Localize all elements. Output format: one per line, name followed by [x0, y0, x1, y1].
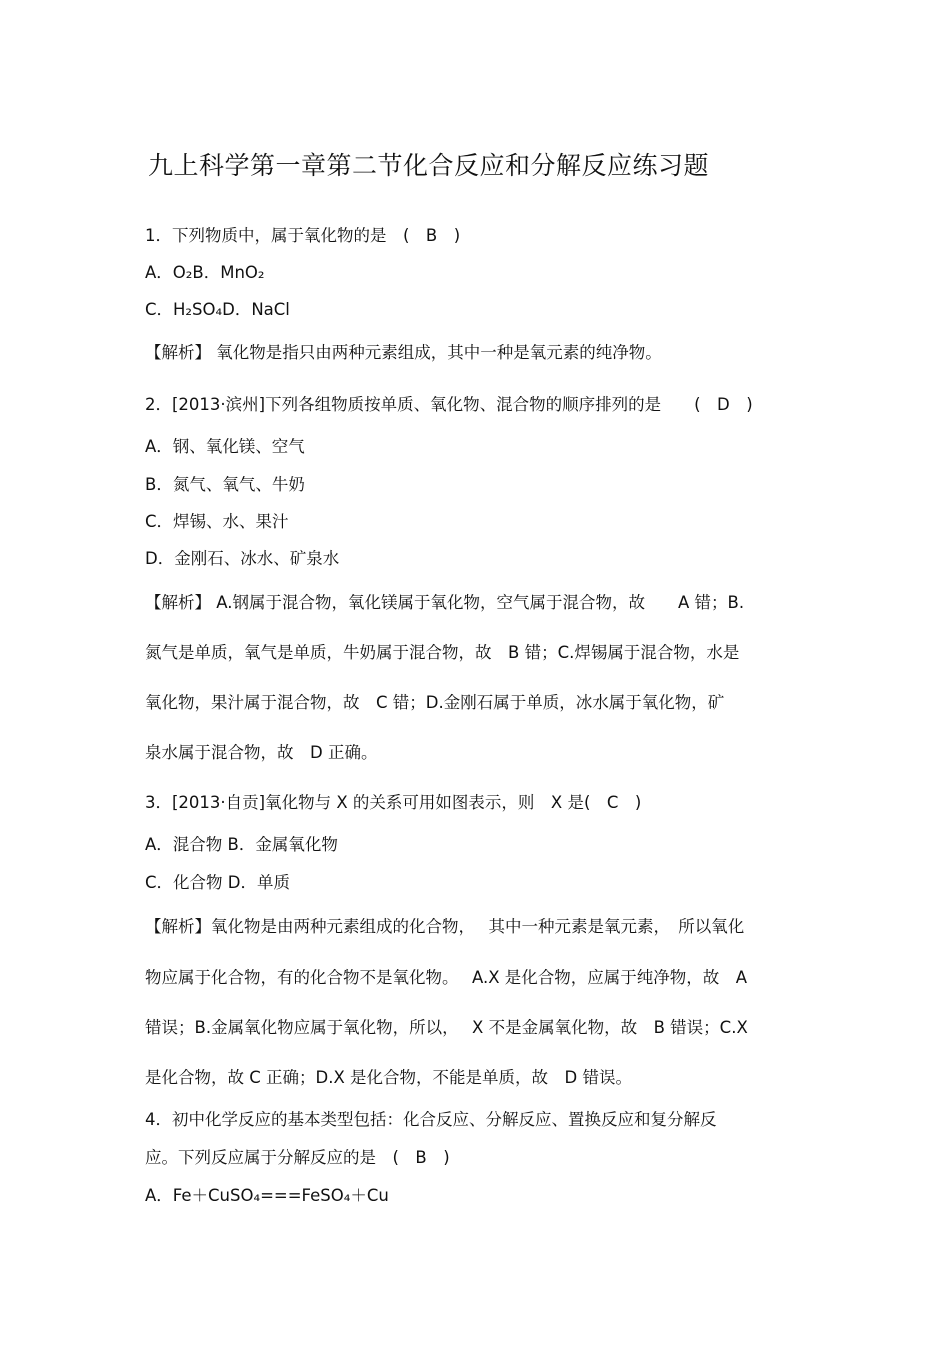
question-1-options-cd: C．H₂SO₄D．NaCl: [145, 300, 290, 319]
question-2-stem: 2．[2013·滨州]下列各组物质按单质、氧化物、混合物的顺序排列的是 ( D ): [145, 395, 753, 414]
question-2-analysis-line-3: 氧化物，果汁属于混合物，故 C 错；D.金刚石属于单质，冰水属于氧化物，矿: [145, 693, 725, 712]
question-4-stem-line-2: 应。下列反应属于分解反应的是 ( B ): [145, 1148, 450, 1167]
question-2-option-d: D．金刚石、冰水、矿泉水: [145, 549, 340, 568]
question-3-stem: 3．[2013·自贡]氧化物与 X 的关系可用如图表示，则 X 是( C ): [145, 793, 642, 812]
question-2-analysis-line-2: 氮气是单质，氧气是单质，牛奶属于混合物，故 B 错；C.焊锡属于混合物，水是: [145, 643, 740, 662]
question-1-analysis: 【解析】 氧化物是指只由两种元素组成，其中一种是氧元素的纯净物。: [145, 343, 662, 362]
question-4-stem-line-1: 4．初中化学反应的基本类型包括：化合反应、分解反应、置换反应和复分解反: [145, 1110, 717, 1129]
question-2-option-c: C．焊锡、水、果汁: [145, 512, 289, 531]
question-3-options-ab: A．混合物 B．金属氧化物: [145, 835, 338, 854]
question-2-analysis-line-4: 泉水属于混合物，故 D 正确。: [145, 743, 378, 762]
question-2-analysis-line-1: 【解析】 A.钢属于混合物，氧化镁属于氧化物，空气属于混合物，故 A 错；B.: [145, 593, 745, 612]
question-3-options-cd: C．化合物 D．单质: [145, 873, 290, 892]
question-3-analysis-line-4: 是化合物，故 C 正确；D.X 是化合物，不能是单质，故 D 错误。: [145, 1068, 632, 1087]
question-1-options-ab: A．O₂B．MnO₂: [145, 263, 265, 282]
question-4-option-a: A．Fe＋CuSO₄===FeSO₄＋Cu: [145, 1186, 389, 1205]
question-2-option-a: A．钢、氧化镁、空气: [145, 437, 305, 456]
page-title: 九上科学第一章第二节化合反应和分解反应练习题: [148, 151, 710, 180]
question-3-analysis-line-3: 错误；B.金属氧化物应属于氧化物，所以， X 不是金属氧化物，故 B 错误；C.X: [145, 1018, 748, 1037]
question-3-analysis-line-2: 物应属于化合物，有的化合物不是氧化物。 A.X 是化合物，应属于纯净物，故 A: [145, 968, 748, 987]
question-2-option-b: B．氮气、氧气、牛奶: [145, 475, 305, 494]
question-3-analysis-line-1: 【解析】氧化物是由两种元素组成的化合物， 其中一种元素是氧元素， 所以氧化: [145, 917, 745, 936]
question-1-stem: 1．下列物质中，属于氧化物的是 ( B ): [145, 226, 461, 245]
